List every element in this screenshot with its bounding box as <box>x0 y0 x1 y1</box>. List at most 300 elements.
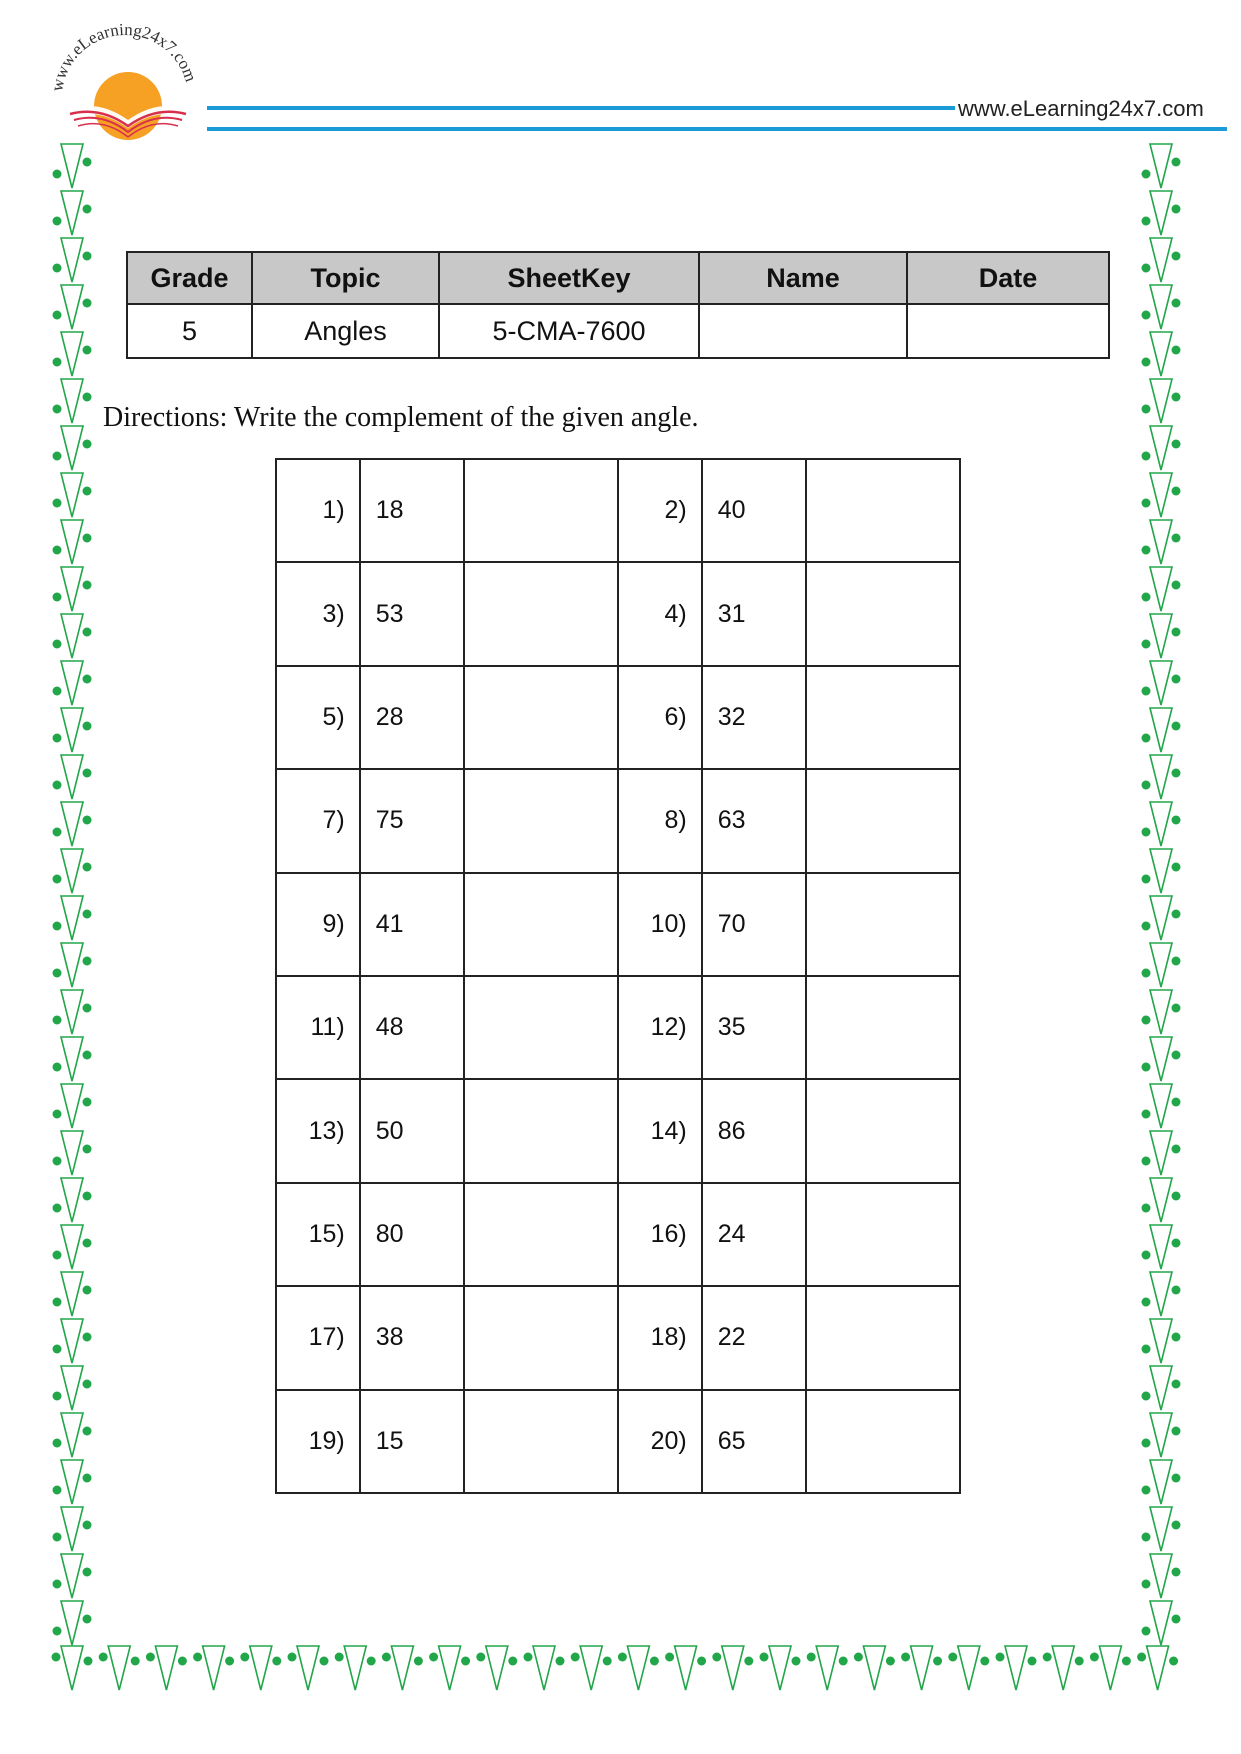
site-url: www.eLearning24x7.com <box>958 96 1204 121</box>
border-triangle <box>1150 943 1172 987</box>
answer-cell[interactable] <box>464 1286 618 1389</box>
border-dot <box>1142 922 1151 931</box>
border-dot <box>83 769 92 778</box>
border-dot <box>1142 217 1151 226</box>
problem-angle: 40 <box>702 459 807 562</box>
border-triangle <box>61 1413 83 1457</box>
border-dot <box>53 546 62 555</box>
problems-table <box>275 458 961 1494</box>
border-dot <box>854 1653 863 1662</box>
border-dot <box>83 957 92 966</box>
problem-angle: 41 <box>360 873 465 976</box>
border-dot <box>53 969 62 978</box>
problem-number: 8) <box>618 769 702 872</box>
problem-angle: 63 <box>702 769 807 872</box>
border-triangle <box>108 1646 130 1690</box>
problem-number: 1) <box>276 459 360 562</box>
border-dot <box>996 1653 1005 1662</box>
problem-angle: 75 <box>360 769 465 872</box>
border-dot <box>1172 440 1181 449</box>
border-dot <box>83 346 92 355</box>
border-triangle <box>61 1178 83 1222</box>
border-dot <box>320 1657 329 1666</box>
table-row <box>276 666 960 769</box>
border-dot <box>83 440 92 449</box>
border-triangle <box>1150 755 1172 799</box>
problem-angle: 35 <box>702 976 807 1079</box>
border-dot <box>83 1004 92 1013</box>
border-triangle <box>61 1225 83 1269</box>
border-dot <box>53 1486 62 1495</box>
problem-angle: 28 <box>360 666 465 769</box>
border-dot <box>83 863 92 872</box>
border-dot <box>53 875 62 884</box>
answer-cell[interactable] <box>464 769 618 872</box>
border-triangle <box>1005 1646 1027 1690</box>
border-dot <box>1142 499 1151 508</box>
border-dot <box>1172 1098 1181 1107</box>
sheetkey-header: SheetKey <box>439 252 699 304</box>
answer-cell[interactable] <box>806 1390 960 1493</box>
border-dot <box>1142 311 1151 320</box>
border-triangle <box>61 520 83 564</box>
date-header: Date <box>907 252 1109 304</box>
border-dot <box>1142 734 1151 743</box>
problem-angle: 53 <box>360 562 465 665</box>
logo-arc-text: www.eLearning24x7.com <box>47 20 201 93</box>
border-triangle <box>1150 708 1172 752</box>
table-row <box>276 1079 960 1182</box>
border-dot <box>1142 828 1151 837</box>
sheetkey-value: 5-CMA-7600 <box>439 304 699 358</box>
problem-angle: 22 <box>702 1286 807 1389</box>
directions-text: Directions: Write the complement of the given angle. <box>103 402 699 433</box>
table-row <box>276 769 960 872</box>
border-triangle <box>1150 1225 1172 1269</box>
border-triangle <box>1150 1084 1172 1128</box>
border-dot <box>1172 769 1181 778</box>
border-dot <box>556 1657 565 1666</box>
border-triangle <box>1150 1366 1172 1410</box>
border-dot <box>84 1657 93 1666</box>
border-dot <box>52 1653 61 1662</box>
border-dot <box>1142 452 1151 461</box>
border-dot <box>83 816 92 825</box>
border-dot <box>1172 534 1181 543</box>
border-triangle <box>1150 238 1172 282</box>
border-dot <box>1172 158 1181 167</box>
border-dot <box>1172 957 1181 966</box>
border-triangle <box>61 1272 83 1316</box>
border-dot <box>53 1110 62 1119</box>
border-dot <box>83 1333 92 1342</box>
border-triangle <box>61 238 83 282</box>
problem-angle: 38 <box>360 1286 465 1389</box>
border-dot <box>83 252 92 261</box>
border-triangle <box>61 614 83 658</box>
border-dot <box>807 1653 816 1662</box>
answer-cell[interactable] <box>806 873 960 976</box>
border-triangle <box>61 1601 83 1645</box>
border-dot <box>83 1474 92 1483</box>
border-dot <box>53 781 62 790</box>
border-triangle <box>61 802 83 846</box>
border-triangle <box>61 332 83 376</box>
answer-cell[interactable] <box>464 976 618 1079</box>
border-dot <box>83 581 92 590</box>
border-triangle <box>61 1366 83 1410</box>
border-dot <box>83 393 92 402</box>
border-dot <box>1172 299 1181 308</box>
border-triangle <box>1052 1646 1074 1690</box>
border-dot <box>1142 546 1151 555</box>
problem-number: 13) <box>276 1079 360 1182</box>
border-dot <box>1142 1251 1151 1260</box>
problem-angle: 15 <box>360 1390 465 1493</box>
border-dot <box>53 1627 62 1636</box>
border-triangle <box>1150 802 1172 846</box>
border-dot <box>1142 1486 1151 1495</box>
border-dot <box>83 534 92 543</box>
border-triangle <box>61 285 83 329</box>
border-dot <box>53 1298 62 1307</box>
border-triangle <box>580 1646 602 1690</box>
border-triangle <box>250 1646 272 1690</box>
border-triangle <box>1150 332 1172 376</box>
border-dot <box>53 264 62 273</box>
border-dot <box>1142 1016 1151 1025</box>
answer-cell[interactable] <box>806 1286 960 1389</box>
problem-number: 20) <box>618 1390 702 1493</box>
border-triangle <box>61 1084 83 1128</box>
border-dot <box>1172 1239 1181 1248</box>
border-dot <box>1172 863 1181 872</box>
border-triangle <box>61 943 83 987</box>
problem-angle: 32 <box>702 666 807 769</box>
answer-cell[interactable] <box>806 459 960 562</box>
answer-cell[interactable] <box>806 562 960 665</box>
problem-angle: 48 <box>360 976 465 1079</box>
border-triangle <box>61 1319 83 1363</box>
problem-number: 5) <box>276 666 360 769</box>
border-dot <box>461 1657 470 1666</box>
border-triangle <box>1150 285 1172 329</box>
border-dot <box>1142 264 1151 273</box>
border-dot <box>618 1653 627 1662</box>
border-dot <box>476 1653 485 1662</box>
border-dot <box>1172 581 1181 590</box>
answer-cell[interactable] <box>464 666 618 769</box>
border-dot <box>1172 675 1181 684</box>
border-dot <box>665 1653 674 1662</box>
grade-header: Grade <box>127 252 252 304</box>
border-dot <box>1172 1333 1181 1342</box>
info-header-row <box>127 252 1109 304</box>
table-row <box>276 1183 960 1286</box>
border-dot <box>53 217 62 226</box>
topic-value: Angles <box>252 304 439 358</box>
table-row <box>276 562 960 665</box>
answer-cell[interactable] <box>464 1079 618 1182</box>
border-dot <box>83 1145 92 1154</box>
border-dot <box>1142 1298 1151 1307</box>
border-dot <box>335 1653 344 1662</box>
info-table <box>126 251 1110 359</box>
border-dot <box>712 1653 721 1662</box>
border-triangle <box>61 191 83 235</box>
border-triangle <box>1147 1646 1169 1690</box>
border-dot <box>83 1568 92 1577</box>
border-triangle <box>61 1554 83 1598</box>
border-dot <box>1172 1145 1181 1154</box>
border-dot <box>1142 358 1151 367</box>
border-triangle <box>1150 567 1172 611</box>
border-dot <box>53 922 62 931</box>
border-dot <box>1172 628 1181 637</box>
border-dot <box>367 1657 376 1666</box>
border-dot <box>1075 1657 1084 1666</box>
border-dot <box>1137 1653 1146 1662</box>
info-value-row <box>127 304 1109 358</box>
table-row <box>276 873 960 976</box>
border-dot <box>1142 593 1151 602</box>
answer-cell[interactable] <box>464 562 618 665</box>
border-dot <box>83 487 92 496</box>
border-dot <box>1142 1533 1151 1542</box>
border-triangle <box>1150 849 1172 893</box>
border-dot <box>1172 722 1181 731</box>
border-dot <box>1090 1653 1099 1662</box>
border-triangle <box>1150 520 1172 564</box>
border-dot <box>53 452 62 461</box>
border-dot <box>83 1615 92 1624</box>
border-triangle <box>1150 1272 1172 1316</box>
grade-value: 5 <box>127 304 252 358</box>
problem-number: 16) <box>618 1183 702 1286</box>
border-dot <box>53 1063 62 1072</box>
border-dot <box>53 593 62 602</box>
border-triangle <box>297 1646 319 1690</box>
border-triangle <box>722 1646 744 1690</box>
border-triangle <box>1150 614 1172 658</box>
border-dot <box>1142 1627 1151 1636</box>
problem-angle: 50 <box>360 1079 465 1182</box>
topic-header: Topic <box>252 252 439 304</box>
border-triangle <box>61 990 83 1034</box>
border-triangle <box>1150 1554 1172 1598</box>
border-triangle <box>1150 473 1172 517</box>
border-dot <box>1142 1063 1151 1072</box>
border-dot <box>650 1657 659 1666</box>
border-dot <box>83 910 92 919</box>
border-triangle <box>863 1646 885 1690</box>
border-dot <box>429 1653 438 1662</box>
border-dot <box>83 1521 92 1530</box>
border-dot <box>1172 252 1181 261</box>
problem-number: 11) <box>276 976 360 1079</box>
answer-cell[interactable] <box>464 873 618 976</box>
answer-cell[interactable] <box>806 1079 960 1182</box>
problem-number: 17) <box>276 1286 360 1389</box>
border-dot <box>1142 781 1151 790</box>
border-triangle <box>769 1646 791 1690</box>
border-triangle <box>675 1646 697 1690</box>
border-triangle <box>1150 1037 1172 1081</box>
border-dot <box>1142 1580 1151 1589</box>
problem-number: 4) <box>618 562 702 665</box>
border-dot <box>53 311 62 320</box>
border-triangle <box>1150 1413 1172 1457</box>
border-dot <box>1142 405 1151 414</box>
border-dot <box>571 1653 580 1662</box>
border-triangle <box>61 1646 83 1690</box>
border-dot <box>53 170 62 179</box>
problem-number: 15) <box>276 1183 360 1286</box>
border-dot <box>83 1427 92 1436</box>
border-dot <box>288 1653 297 1662</box>
border-dot <box>839 1657 848 1666</box>
border-dot <box>53 1251 62 1260</box>
border-dot <box>1142 1439 1151 1448</box>
border-triangle <box>1150 1319 1172 1363</box>
date-field[interactable] <box>907 304 1109 358</box>
border-dot <box>53 687 62 696</box>
border-triangle <box>486 1646 508 1690</box>
border-triangle <box>61 708 83 752</box>
border-triangle <box>1150 191 1172 235</box>
problem-angle: 80 <box>360 1183 465 1286</box>
border-dot <box>83 1192 92 1201</box>
problem-angle: 86 <box>702 1079 807 1182</box>
border-dot <box>83 1051 92 1060</box>
border-dot <box>1172 487 1181 496</box>
border-triangle <box>439 1646 461 1690</box>
answer-cell[interactable] <box>806 976 960 1079</box>
border-dot <box>760 1653 769 1662</box>
border-triangle <box>958 1646 980 1690</box>
border-dot <box>1172 393 1181 402</box>
border-dot <box>53 828 62 837</box>
border-dot <box>1172 1380 1181 1389</box>
border-dot <box>1043 1653 1052 1662</box>
border-dot <box>1172 1568 1181 1577</box>
border-triangle <box>1150 990 1172 1034</box>
problem-number: 10) <box>618 873 702 976</box>
border-triangle <box>61 1460 83 1504</box>
border-dot <box>83 1380 92 1389</box>
answer-cell[interactable] <box>806 1183 960 1286</box>
border-dot <box>99 1653 108 1662</box>
border-triangle <box>61 1131 83 1175</box>
border-dot <box>53 358 62 367</box>
problem-number: 14) <box>618 1079 702 1182</box>
border-triangle <box>61 1037 83 1081</box>
problem-angle: 24 <box>702 1183 807 1286</box>
border-dot <box>53 1392 62 1401</box>
border-triangle <box>61 849 83 893</box>
problem-angle: 18 <box>360 459 465 562</box>
problem-angle: 31 <box>702 562 807 665</box>
border-dot <box>980 1657 989 1666</box>
border-dot <box>933 1657 942 1666</box>
border-dot <box>1172 205 1181 214</box>
border-dot <box>53 499 62 508</box>
border-dot <box>1172 1192 1181 1201</box>
table-row <box>276 1286 960 1389</box>
border-triangle <box>61 426 83 470</box>
border-triangle <box>1150 379 1172 423</box>
border-dot <box>131 1657 140 1666</box>
border-triangle <box>911 1646 933 1690</box>
border-dot <box>697 1657 706 1666</box>
border-dot <box>901 1653 910 1662</box>
border-dot <box>414 1657 423 1666</box>
border-dot <box>1172 1004 1181 1013</box>
border-dot <box>508 1657 517 1666</box>
border-triangle <box>344 1646 366 1690</box>
border-dot <box>1142 170 1151 179</box>
border-dot <box>272 1657 281 1666</box>
answer-cell[interactable] <box>464 1183 618 1286</box>
border-dot <box>53 1157 62 1166</box>
border-dot <box>83 722 92 731</box>
border-dot <box>53 405 62 414</box>
border-dot <box>83 205 92 214</box>
border-triangle <box>533 1646 555 1690</box>
border-triangle <box>203 1646 225 1690</box>
border-triangle <box>1150 426 1172 470</box>
border-dot <box>178 1657 187 1666</box>
border-dot <box>382 1653 391 1662</box>
border-dot <box>1028 1657 1037 1666</box>
border-dot <box>744 1657 753 1666</box>
border-dot <box>193 1653 202 1662</box>
answer-cell[interactable] <box>464 459 618 562</box>
answer-cell[interactable] <box>806 666 960 769</box>
problem-number: 6) <box>618 666 702 769</box>
border-dot <box>1172 1286 1181 1295</box>
border-dot <box>886 1657 895 1666</box>
border-dot <box>1172 1521 1181 1530</box>
border-dot <box>1142 1110 1151 1119</box>
answer-cell[interactable] <box>806 769 960 872</box>
answer-cell[interactable] <box>464 1390 618 1493</box>
border-triangle <box>61 379 83 423</box>
name-field[interactable] <box>699 304 907 358</box>
border-triangle <box>61 896 83 940</box>
border-dot <box>1172 816 1181 825</box>
border-dot <box>83 299 92 308</box>
table-row <box>276 976 960 1079</box>
border-dot <box>1172 910 1181 919</box>
problem-number: 3) <box>276 562 360 665</box>
border-triangle <box>1150 896 1172 940</box>
border-dot <box>1142 640 1151 649</box>
table-row <box>276 459 960 562</box>
border-triangle <box>1150 1460 1172 1504</box>
border-triangle <box>816 1646 838 1690</box>
problem-number: 12) <box>618 976 702 1079</box>
border-dot <box>1172 1427 1181 1436</box>
border-dot <box>53 1580 62 1589</box>
table-row <box>276 1390 960 1493</box>
border-triangle <box>1150 1601 1172 1645</box>
border-dot <box>1142 687 1151 696</box>
border-triangle <box>1150 1178 1172 1222</box>
border-triangle <box>1150 1131 1172 1175</box>
name-header: Name <box>699 252 907 304</box>
border-dot <box>83 675 92 684</box>
